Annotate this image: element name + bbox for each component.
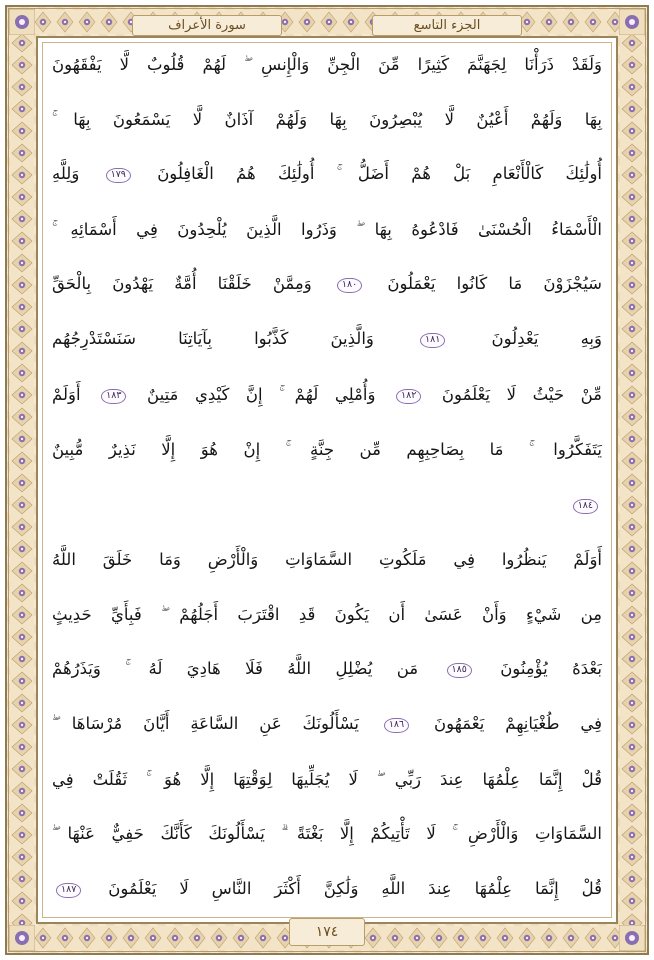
- ayah-line: [52, 111, 602, 128]
- corner-rosette-bottom-right: [619, 925, 645, 951]
- ayah-number-marker: [380, 718, 413, 733]
- ayah-line: [52, 771, 602, 788]
- ayah-number-marker: [416, 333, 449, 348]
- ayah-number-value: ١٨٢: [396, 389, 421, 404]
- ayah-number-marker: [392, 389, 425, 404]
- corner-rosette-bottom-left: [9, 925, 35, 951]
- ayah-line: [52, 606, 602, 623]
- ayah-text-tail: وَالَّذِينَ كَذَّبُوا بِآيَاتِنَا سَنَسْتَدْرِجُهُم: [52, 329, 374, 349]
- ayah-number-marker: [443, 663, 476, 678]
- ayah-number-value: ١٨٠: [337, 278, 362, 293]
- ayah-line: [52, 330, 602, 348]
- ayah-number-marker: [333, 278, 366, 293]
- ayah-number-marker: [102, 168, 135, 183]
- ayah-text-tail: وَأُمْلِي لَهُمْ ۚ إِنَّ كَيْدِي مَتِينٌ: [147, 384, 376, 404]
- ayah-text-tail: أَوَلَمْ: [52, 384, 81, 404]
- ayah-text-tail: مَن يُضْلِلِ اللَّهُ فَلَا هَادِيَ لَهُ ۚ وَيَذَرُهُمْ: [52, 659, 419, 679]
- ayah-number-value: ١٧٩: [106, 168, 131, 183]
- ayah-text: سَيُجْزَوْنَ مَا كَانُوا يَعْمَلُونَ: [387, 274, 603, 294]
- ayah-number-value: ١٨٧: [56, 883, 81, 898]
- surah-label: سورة الأعراف: [132, 15, 282, 36]
- ayah-line: [52, 551, 602, 568]
- ayah-line: [52, 496, 602, 514]
- ayah-text: مِّنْ حَيْثُ لَا يَعْلَمُونَ: [441, 384, 603, 404]
- ayah-text: يَتَفَكَّرُوا ۚ مَا بِصَاحِبِهِم مِّن جِنَّةٍ ۚ إِنْ هُوَ إِلَّا نَذِيرٌ مُّبِينٌ: [52, 439, 602, 459]
- ayah-line: [52, 275, 602, 293]
- ayah-line: [52, 165, 602, 183]
- ayah-number-value: ١٨٦: [384, 718, 409, 733]
- ayah-text: أَوَلَمْ يَنظُرُوا فِي مَلَكُوتِ السَّمَاوَاتِ وَالْأَرْضِ وَمَا خَلَقَ اللَّهُ: [52, 549, 602, 569]
- ayah-text-tail: وَمِمَّنْ خَلَقْنَا أُمَّةٌ يَهْدُونَ بِالْحَقِّ: [52, 274, 312, 294]
- ornament-strip-left: [10, 10, 34, 950]
- ayah-text: أُولَٰئِكَ كَالْأَنْعَامِ بَلْ هُمْ أَضَلُّ ۚ أُولَٰئِكَ هُمُ الْغَافِلُونَ: [157, 164, 603, 184]
- ayah-text: بَعْدَهُ يُؤْمِنُونَ: [500, 659, 602, 679]
- ayah-line: [52, 660, 602, 678]
- corner-rosette-top-left: [9, 9, 35, 35]
- ayah-number-value: ١٨٣: [101, 389, 126, 404]
- quran-text-block: [52, 56, 602, 898]
- ayah-text: وَلَقَدْ ذَرَأْنَا لِجَهَنَّمَ كَثِيرًا مِّنَ الْجِنِّ وَالْإِنسِ ۖ لَهُمْ قُلُوبٌ لَّا يَفْقَهُونَ: [52, 55, 602, 74]
- ayah-text: الْأَسْمَاءُ الْحُسْنَىٰ فَادْعُوهُ بِهَا ۖ وَذَرُوا الَّذِينَ يُلْحِدُونَ فِي أَسْمَائِهِ ۚ: [52, 219, 602, 239]
- ayah-line: [52, 56, 602, 73]
- ayah-line: [52, 221, 602, 238]
- ayah-line: [52, 825, 602, 842]
- ayah-text: بِهَا وَلَهُمْ أَعْيُنٌ لَّا يُبْصِرُونَ بِهَا وَلَهُمْ آذَانٌ لَّا يَسْمَعُونَ بِهَا ۚ: [52, 109, 602, 129]
- ayah-line: [52, 715, 602, 733]
- ayah-text: وَبِهِ يَعْدِلُونَ: [491, 329, 602, 349]
- ayah-line: [52, 386, 602, 404]
- ayah-number-marker: [97, 389, 130, 404]
- ayah-text: قُلْ إِنَّمَا عِلْمُهَا عِندَ رَبِّي ۖ لَا يُجَلِّيهَا لِوَقْتِهَا إِلَّا هُوَ ۚ ثَقُلَتْ فِي: [52, 769, 602, 789]
- ayah-text: مِن شَيْءٍ وَأَنْ عَسَىٰ أَن يَكُونَ قَدِ اقْتَرَبَ أَجَلُهُمْ ۖ فَبِأَيِّ حَدِيثٍ: [52, 604, 602, 624]
- juz-label: الجزء التاسع: [372, 15, 522, 36]
- page-number: ١٧٤: [289, 918, 365, 946]
- ayah-number-value: ١٨٤: [573, 499, 598, 514]
- ayah-text-tail: وَلِلَّهِ: [52, 164, 80, 184]
- ayah-text: فِي طُغْيَانِهِمْ يَعْمَهُونَ: [434, 714, 602, 734]
- ayah-text: السَّمَاوَاتِ وَالْأَرْضِ ۚ لَا تَأْتِيكُمْ إِلَّا بَغْتَةً ۗ يَسْأَلُونَكَ كَأَنَّكَ حَفِيٌّ عَنْهَا ۖ: [52, 824, 602, 844]
- ayah-line: [52, 441, 602, 458]
- ayah-number-marker: [52, 883, 85, 898]
- ayah-number-value: ١٨٥: [447, 663, 472, 678]
- ayah-text-tail: يَسْأَلُونَكَ عَنِ السَّاعَةِ أَيَّانَ مُرْسَاهَا ۖ: [52, 714, 359, 734]
- ayah-text: قُلْ إِنَّمَا عِلْمُهَا عِندَ اللَّهِ وَلَٰكِنَّ أَكْثَرَ النَّاسِ لَا يَعْلَمُونَ: [108, 879, 602, 899]
- ayah-number-value: ١٨١: [420, 333, 445, 348]
- corner-rosette-top-right: [619, 9, 645, 35]
- ayah-line: [52, 880, 602, 898]
- page-header: [46, 12, 608, 38]
- ayah-number-marker: [569, 499, 602, 514]
- ornament-strip-right: [620, 10, 644, 950]
